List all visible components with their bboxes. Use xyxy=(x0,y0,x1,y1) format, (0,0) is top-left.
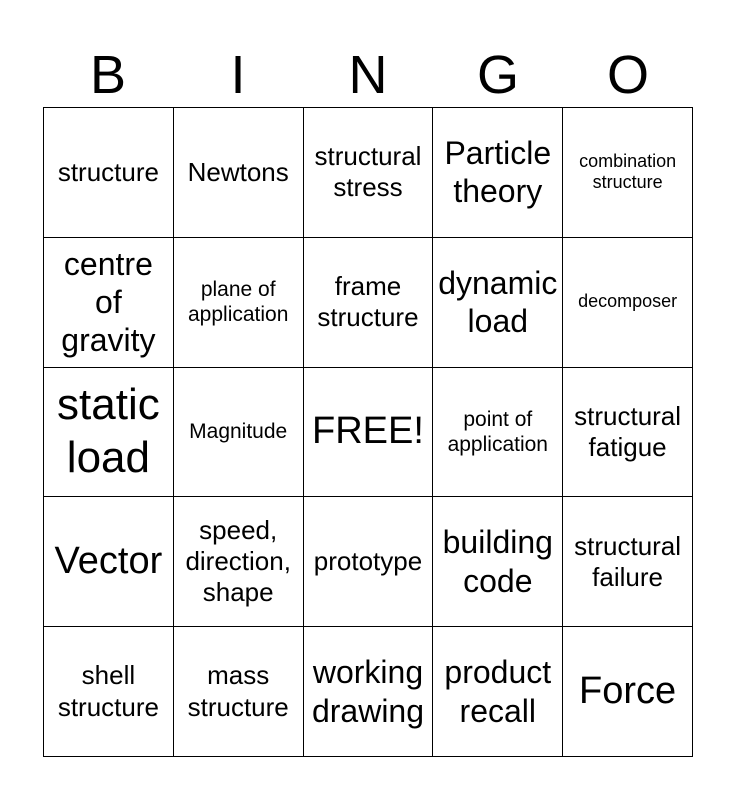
bingo-board xyxy=(43,107,693,757)
cell-text: FREE! xyxy=(312,410,424,453)
bingo-cell[interactable] xyxy=(304,627,434,757)
bingo-cell[interactable] xyxy=(174,368,304,498)
header-letter-o: O xyxy=(606,45,649,105)
header-letter-g: G xyxy=(476,45,519,105)
bingo-cell[interactable] xyxy=(44,368,174,498)
cell-text: centre of gravity xyxy=(61,245,156,359)
cell-text: structure xyxy=(57,156,159,187)
bingo-cell[interactable] xyxy=(433,368,563,498)
bingo-cell[interactable] xyxy=(433,627,563,757)
bingo-cell[interactable] xyxy=(433,108,563,238)
bingo-cell[interactable] xyxy=(304,497,434,627)
cell-text: Vector xyxy=(54,539,163,582)
bingo-header xyxy=(43,44,693,106)
bingo-cell[interactable] xyxy=(563,238,693,368)
bingo-cell[interactable] xyxy=(174,497,304,627)
bingo-cell[interactable] xyxy=(174,238,304,368)
bingo-cell[interactable] xyxy=(44,627,174,757)
cell-text: plane of application xyxy=(187,278,289,327)
cell-text: shell structure xyxy=(57,660,159,722)
bingo-cell[interactable] xyxy=(304,238,434,368)
bingo-cell[interactable] xyxy=(563,108,693,238)
cell-text: product recall xyxy=(444,654,552,729)
cell-text: structural stress xyxy=(314,141,422,203)
cell-text: dynamic load xyxy=(438,264,558,340)
cell-text: working drawing xyxy=(311,654,425,729)
bingo-cell[interactable] xyxy=(563,497,693,627)
cell-text: mass structure xyxy=(187,660,289,722)
cell-text: Particle theory xyxy=(444,135,552,210)
cell-text: speed, direction, shape xyxy=(185,515,291,608)
cell-text: building code xyxy=(442,524,553,599)
bingo-cell[interactable] xyxy=(174,627,304,757)
bingo-cell[interactable] xyxy=(44,108,174,238)
bingo-cell[interactable] xyxy=(44,238,174,368)
bingo-cell[interactable] xyxy=(433,497,563,627)
bingo-cell[interactable] xyxy=(563,627,693,757)
cell-text: frame structure xyxy=(317,271,419,333)
header-letter-b: B xyxy=(89,45,127,105)
bingo-cell[interactable] xyxy=(174,108,304,238)
cell-text: combination structure xyxy=(579,150,677,193)
bingo-cell[interactable] xyxy=(304,108,434,238)
header-letter-i: I xyxy=(230,45,246,105)
cell-text: Magnitude xyxy=(189,420,288,444)
cell-text: structural fatigue xyxy=(574,400,682,462)
free-space[interactable] xyxy=(304,368,434,498)
bingo-cell[interactable] xyxy=(433,238,563,368)
cell-text: Newtons xyxy=(187,156,289,187)
bingo-cell[interactable] xyxy=(563,368,693,498)
cell-text: prototype xyxy=(313,546,423,577)
cell-text: point of application xyxy=(447,407,548,456)
bingo-cell[interactable] xyxy=(44,497,174,627)
cell-text: Force xyxy=(579,669,677,712)
header-letter-n: N xyxy=(348,45,388,105)
cell-text: static load xyxy=(57,380,160,482)
cell-text: structural failure xyxy=(574,530,682,592)
cell-text: decomposer xyxy=(578,291,678,312)
